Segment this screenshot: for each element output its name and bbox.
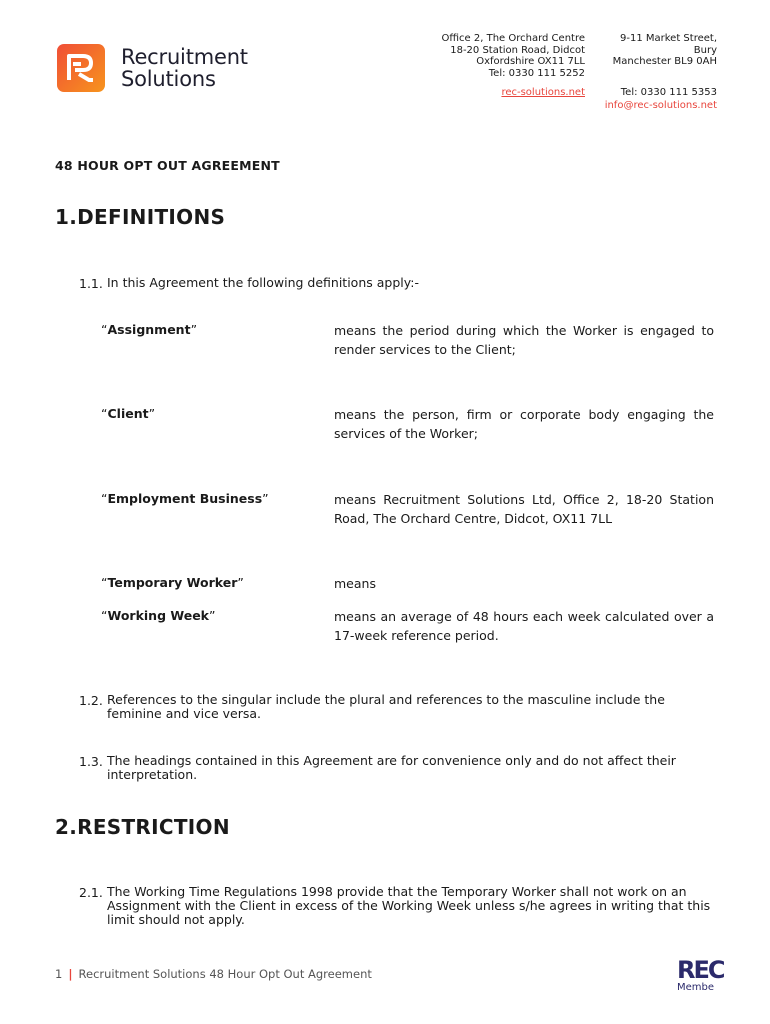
address-line: 9-11 Market Street,: [620, 33, 717, 44]
definition-description: means Recruitment Solutions Ltd, Office 2, 18-20 Station Road, The Orchard Centre, Didcot, OX11 7LL: [334, 492, 714, 526]
definition-term: “Working Week”: [101, 608, 216, 623]
definition-description: means the person, firm or corporate body engaging the services of the Worker;: [334, 407, 714, 441]
rec-logo-text: REC: [677, 956, 724, 984]
definition-description: means: [334, 576, 376, 591]
rec-member-logo: [677, 956, 725, 993]
document-title: 48 HOUR OPT OUT AGREEMENT: [55, 158, 280, 173]
clause-number: 1.3.: [79, 754, 103, 769]
email-link[interactable]: info@rec-solutions.net: [604, 100, 717, 111]
address-block-didcot: [442, 33, 586, 99]
definition-term: “Temporary Worker”: [101, 575, 244, 590]
recruitment-solutions-logo-icon: [57, 44, 105, 92]
footer-text: Recruitment Solutions 48 Hour Opt Out Agreement: [78, 967, 372, 981]
address-line: Manchester BL9 0AH: [612, 56, 717, 67]
address-line: Oxfordshire OX11 7LL: [476, 56, 585, 67]
phone-line: Tel: 0330 111 5353: [620, 86, 717, 98]
clause-number: 1.2.: [79, 693, 103, 708]
clause-number: 1.1.: [79, 276, 103, 291]
page-footer: [55, 967, 372, 981]
footer-separator: |: [68, 967, 73, 981]
page-number: 1: [55, 967, 63, 981]
definition-term: “Client”: [101, 406, 156, 421]
definition-description: means the period during which the Worker is engaged to render services to the Client;: [334, 323, 714, 357]
clause-text: In this Agreement the following definitions apply:-: [107, 275, 419, 290]
clause-text: The headings contained in this Agreement are for convenience only and do not affect their interpretation.: [107, 753, 676, 782]
section-heading-definitions: 1.DEFINITIONS: [55, 205, 226, 229]
phone-line: Tel: 0330 111 5252: [488, 67, 585, 79]
rec-member-text: Membe: [677, 982, 715, 993]
website-link[interactable]: rec-solutions.net: [501, 87, 585, 98]
definition-term: “Assignment”: [101, 322, 198, 337]
definition-description: means an average of 48 hours each week calculated over a 17-week reference period.: [334, 609, 714, 643]
address-line: Bury: [693, 44, 717, 56]
clause-text: The Working Time Regulations 1998 provide that the Temporary Worker shall not work on an Assignment with the Client in excess of the Working Week unless s/he agrees in writing that this limit should not apply.: [107, 884, 711, 927]
clause-number: 2.1.: [79, 885, 103, 900]
address-line: Office 2, The Orchard Centre: [441, 33, 585, 44]
company-logo: [57, 44, 248, 92]
logo-line-1: Recruitment: [121, 45, 248, 69]
clause-text: References to the singular include the plural and references to the masculine include the feminine and vice versa.: [107, 692, 665, 721]
logo-line-2: Solutions: [121, 67, 216, 91]
logo-wordmark: [121, 46, 248, 90]
address-block-bury: [613, 33, 717, 98]
section-heading-restriction: 2.RESTRICTION: [55, 815, 230, 839]
definition-term: “Employment Business”: [101, 491, 269, 506]
address-line: 18-20 Station Road, Didcot: [450, 44, 585, 56]
